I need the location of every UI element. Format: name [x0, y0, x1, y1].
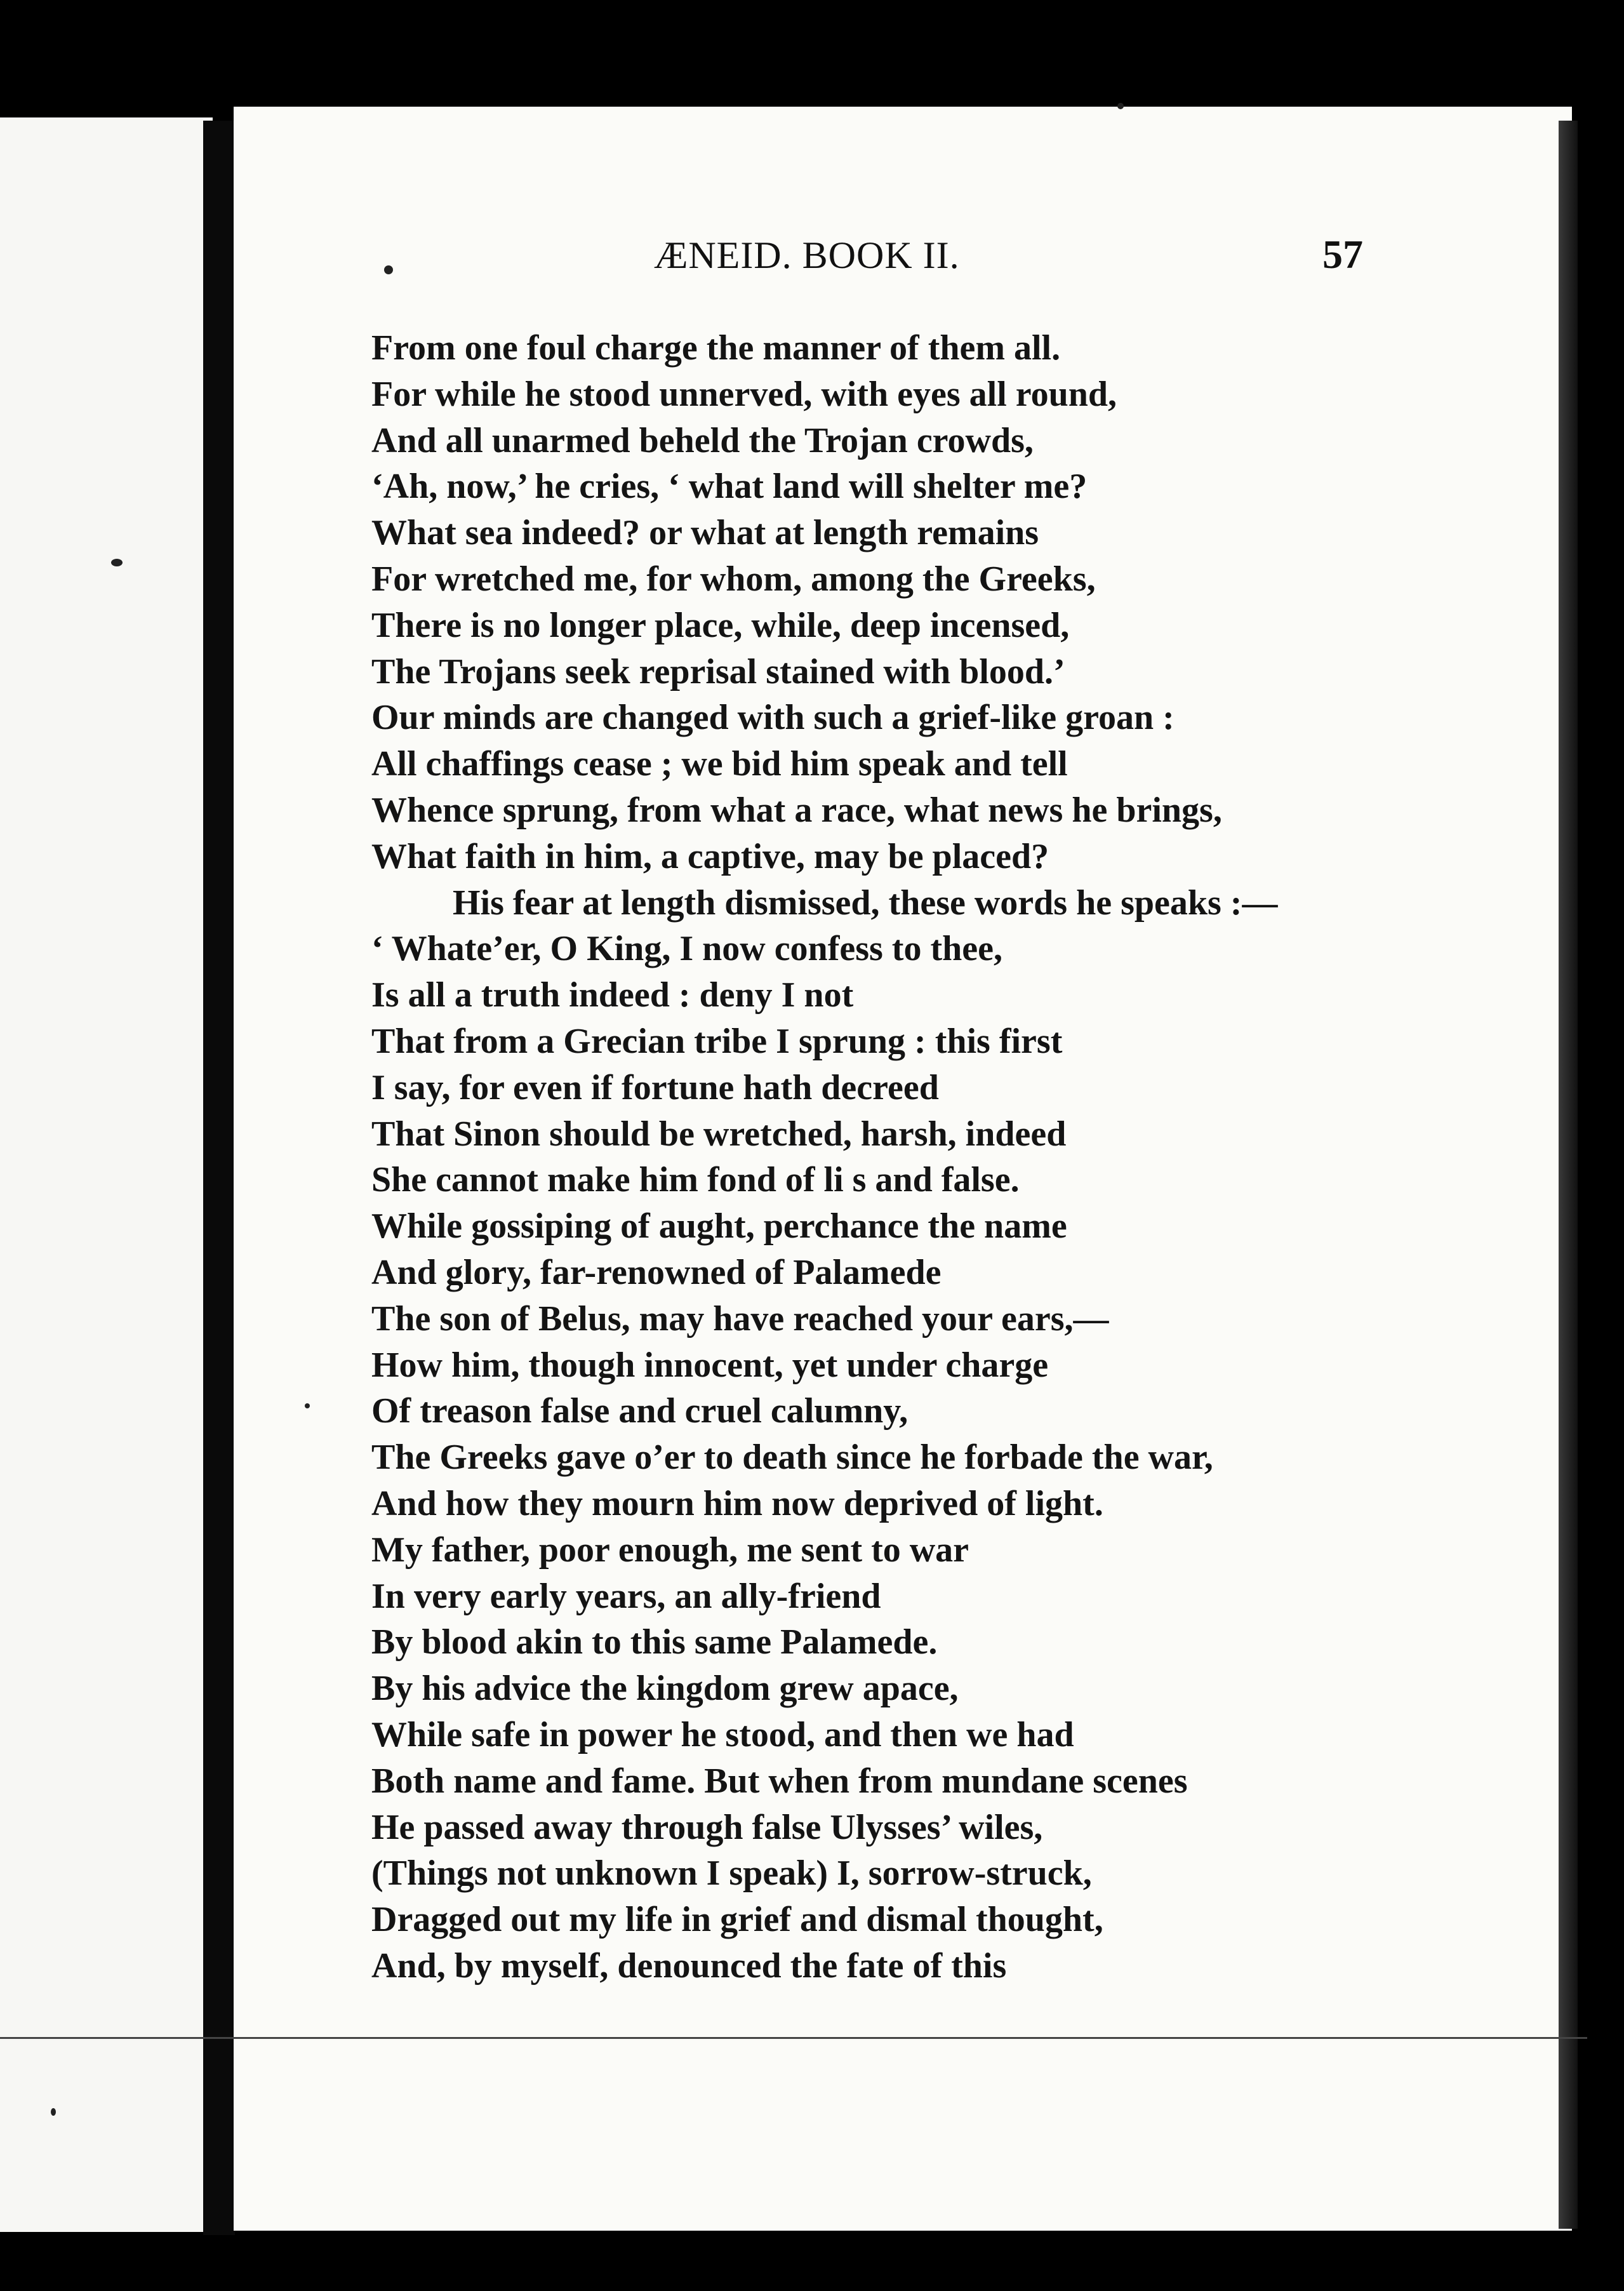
verse-line: In very early years, an ally-friend [371, 1576, 881, 1616]
verse-line: Our minds are changed with such a grief-like groan : [371, 698, 1175, 738]
page-bottom-rule [0, 2037, 1587, 2039]
ink-speck [1117, 103, 1124, 109]
verse-line: How him, though innocent, yet under charge [371, 1345, 1049, 1385]
verse-line: Of treason false and cruel calumny, [371, 1391, 909, 1431]
verse-line: Is all a truth indeed : deny I not [371, 975, 854, 1015]
verse-line: By his advice the kingdom grew apace, [371, 1669, 959, 1709]
page-number: 57 [1322, 232, 1363, 277]
verse-line: There is no longer place, while, deep incensed, [371, 605, 1070, 645]
verse-line: And all unarmed beheld the Trojan crowds, [371, 420, 1034, 460]
verse-line: I say, for even if fortune hath decreed [371, 1067, 939, 1107]
verse-line: For while he stood unnerved, with eyes all round, [371, 374, 1117, 414]
page-header [234, 234, 1572, 284]
facing-page-left [0, 117, 213, 2232]
verse-line: By blood akin to this same Palamede. [371, 1622, 938, 1662]
verse-line: He passed away through false Ulysses’ wiles, [371, 1807, 1043, 1847]
verse-line: That Sinon should be wretched, harsh, indeed [371, 1114, 1067, 1154]
running-head: ÆNEID. BOOK II. [654, 234, 960, 276]
verse-line: And glory, far-renowned of Palamede [371, 1252, 942, 1292]
verse-line: What sea indeed? or what at length remains [371, 513, 1039, 553]
verse-line: The Trojans seek reprisal stained with blood.’ [371, 651, 1065, 691]
verse-line: The son of Belus, may have reached your ears,— [371, 1299, 1109, 1339]
verse-line: That from a Grecian tribe I sprung : this first [371, 1021, 1063, 1061]
verse-line: She cannot make him fond of li s and false. [371, 1160, 1020, 1200]
verse-line: My father, poor enough, me sent to war [371, 1530, 969, 1570]
verse-block [371, 325, 1565, 1989]
verse-line: From one foul charge the manner of them all. [371, 328, 1061, 368]
verse-line: What faith in him, a captive, may be placed? [371, 836, 1049, 876]
verse-line: While safe in power he stood, and then we had [371, 1714, 1074, 1754]
verse-line: For wretched me, for whom, among the Greeks, [371, 559, 1096, 599]
ink-speck [111, 559, 123, 566]
verse-line: The Greeks gave o’er to death since he forbade the war, [371, 1438, 1213, 1478]
verse-line: All chaffings cease ; we bid him speak and tell [371, 744, 1068, 784]
verse-line: ‘ Whate’er, O King, I now confess to thee, [371, 929, 1002, 969]
verse-line: ‘Ah, now,’ he cries, ‘ what land will shelter me? [371, 467, 1088, 507]
verse-line: While gossiping of aught, perchance the name [371, 1206, 1067, 1246]
verse-line: And, by myself, denounced the fate of this [371, 1946, 1007, 1986]
verse-line: (Things not unknown I speak) I, sorrow-struck, [371, 1854, 1092, 1894]
book-gutter [203, 121, 235, 2235]
ink-speck [51, 2108, 56, 2116]
verse-line: Whence sprung, from what a race, what news he brings, [371, 790, 1222, 830]
verse-line: Both name and fame. But when from mundane scenes [371, 1761, 1188, 1801]
ink-speck [305, 1403, 310, 1408]
verse-line: And how they mourn him now deprived of light. [371, 1483, 1103, 1523]
verse-line-indented: His fear at length dismissed, these words he speaks :— [453, 883, 1278, 923]
verse-line: Dragged out my life in grief and dismal thought, [371, 1900, 1103, 1940]
